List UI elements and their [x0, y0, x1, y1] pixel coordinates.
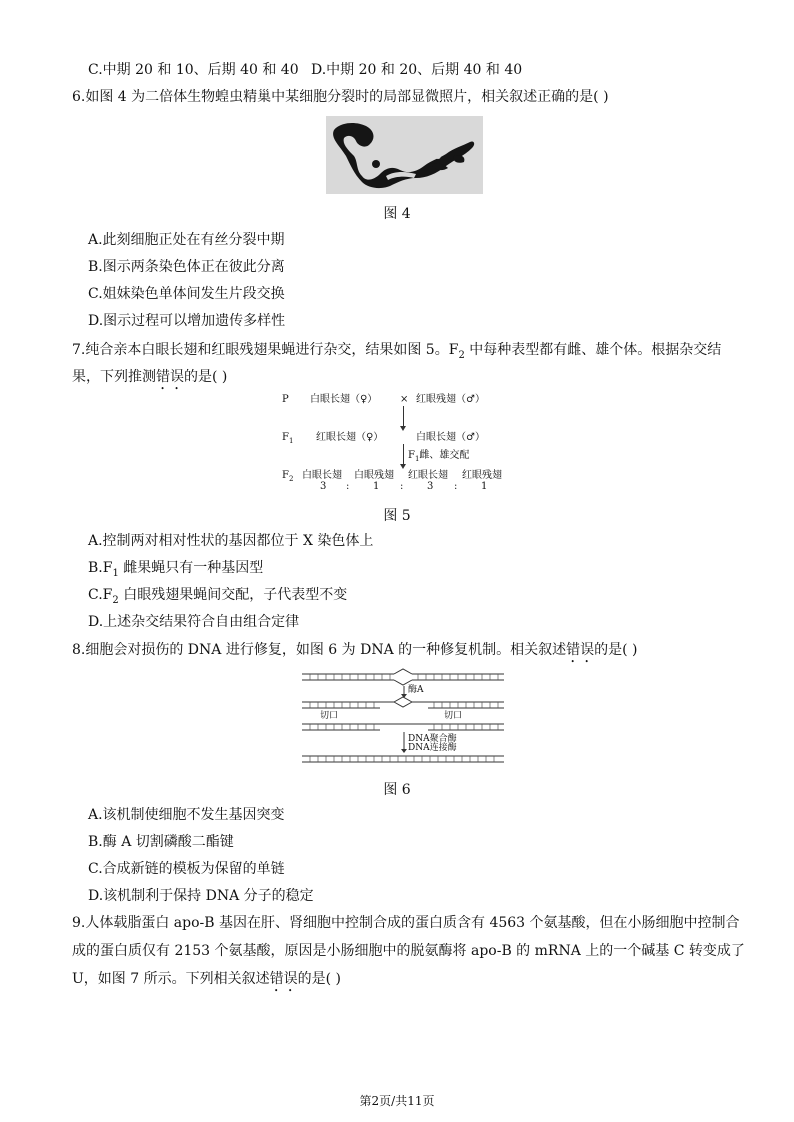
f2-ratio: 3 — [320, 481, 327, 492]
q7-option-b: $B.F_1$ 雌果蝇只有一种基因型 — [88, 560, 264, 579]
arrow-line-2 — [403, 444, 404, 466]
f2-phenotype: 红眼残翅 — [462, 470, 502, 481]
q6-option-c: C.姐妹染色单体间发生片段交换 — [88, 286, 285, 302]
q9-stem-line2: 成的蛋白质仅有 2153 个氨基酸，原因是小肠细胞中的脱氨酶将 apo-B 的 mRNA 上的一个碱基 C 转变成了 — [72, 943, 745, 959]
q6-option-d: D.图示过程可以增加遗传多样性 — [88, 313, 286, 329]
q6-option-b: B.图示两条染色体正在彼此分离 — [88, 259, 285, 275]
f1-male: 白眼长翅（♂） — [416, 432, 485, 443]
f2-phenotype: 白眼长翅 — [302, 470, 342, 481]
p-female: 白眼长翅（♀） — [310, 394, 378, 405]
ratio-colon: : — [454, 481, 458, 492]
p-male: 红眼残翅（♂） — [416, 394, 485, 405]
ratio-colon: : — [400, 481, 404, 492]
figure-4-caption: 图 4 — [383, 206, 411, 222]
q6-option-a: A.此刻细胞正处在有丝分裂中期 — [88, 232, 285, 248]
cross-symbol: × — [400, 394, 409, 405]
cut-left-label: 切口 — [320, 711, 339, 721]
figure-5-caption: 图 5 — [383, 508, 411, 524]
figure-4-micrograph — [326, 116, 483, 194]
figure-5-cross-diagram — [282, 392, 522, 492]
q5-option-d: D.中期 20 和 20、后期 40 和 40 — [311, 62, 523, 78]
arrow-head-2 — [400, 464, 406, 469]
f1-female: 红眼长翅（♀） — [316, 432, 384, 443]
q9-stem-line3: U，如图 7 所示。下列相关叙述错误的是( ) — [72, 971, 341, 987]
f2-ratio: 3 — [427, 481, 434, 492]
f1-label: $F_1$ — [282, 432, 294, 445]
q7-option-a: A.控制两对相对性状的基因都位于 X 染色体上 — [88, 533, 374, 549]
f2-phenotype: 白眼残翅 — [354, 470, 394, 481]
enzyme-a-label: 酶A — [408, 685, 424, 695]
q7-stem-line1: 7.纯合亲本白眼长翅和红眼残翅果蝇进行杂交，结果如图 5。$F_2$ 中每种表型都有雌、雄个体。根据杂交结 — [72, 342, 722, 361]
f2-label: $F_2$ — [282, 470, 294, 483]
q7-stem-line2: 果，下列推测错误的是( ) — [72, 369, 228, 385]
q7-option-c: $C.F_2$ 白眼残翅果蝇间交配，子代表型不变 — [88, 587, 348, 606]
figure-6-dna-repair-diagram — [300, 666, 506, 770]
q9-stem-line1: 9.人体载脂蛋白 apo-B 基因在肝、肾细胞中控制合成的蛋白质含有 4563 个氨基酸，但在小肠细胞中控制合 — [72, 915, 740, 931]
q8-option-d: D.该机制利于保持 DNA 分子的稳定 — [88, 888, 314, 904]
figure-6-caption: 图 6 — [383, 782, 411, 798]
p-generation-label: P — [282, 394, 289, 405]
page-number-footer: 第2页/共11页 — [359, 1094, 435, 1108]
arrow-head-1 — [400, 426, 406, 431]
chromosome-image — [326, 116, 483, 194]
cut-right-label: 切口 — [444, 711, 463, 721]
q8-option-b: B.酶 A 切割磷酸二酯键 — [88, 834, 234, 850]
q8-option-c: C.合成新链的模板为保留的单链 — [88, 861, 285, 877]
arrow-line-1 — [403, 406, 404, 428]
q8-option-a: A.该机制使细胞不发生基因突变 — [88, 807, 285, 823]
q6-stem: 6.如图 4 为二倍体生物蝗虫精巢中某细胞分裂时的局部显微照片，相关叙述正确的是( ) — [72, 89, 609, 105]
f2-ratio: 1 — [373, 481, 380, 492]
ratio-colon: : — [346, 481, 350, 492]
f2-phenotype: 红眼长翅 — [408, 470, 448, 481]
f2-ratio: 1 — [481, 481, 488, 492]
q8-stem: 8.细胞会对损伤的 DNA 进行修复，如图 6 为 DNA 的一种修复机制。相关叙述错误的是( ) — [72, 642, 638, 658]
q7-option-d: D.上述杂交结果符合自由组合定律 — [88, 614, 300, 630]
f1-mating-label: $F_1$雌、雄交配 — [408, 450, 470, 463]
dna-ligase-label: DNA连接酶 — [408, 743, 457, 753]
q5-option-c: C.中期 20 和 10、后期 40 和 40 — [88, 62, 299, 78]
dna-polymerase-label: DNA聚合酶 — [408, 734, 457, 744]
